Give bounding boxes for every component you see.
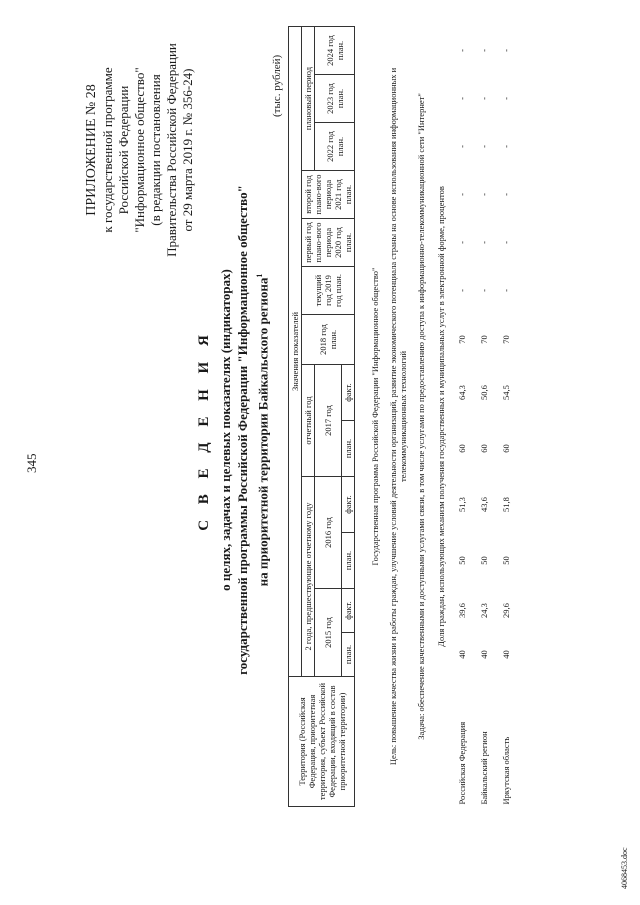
value-cell: 50	[479, 556, 489, 565]
value-cell: 60	[479, 444, 489, 453]
header-values-group: Значения показателей	[289, 26, 302, 676]
header-2015: 2015 год	[315, 589, 342, 677]
value-cell: 40	[479, 650, 489, 659]
header-report-year: отчетный год	[302, 365, 315, 477]
header-first-plan-year: первый год плано-вого периода 2020 год план.	[302, 219, 355, 267]
title-main: С В Е Д Е Н И Я	[196, 329, 212, 531]
value-cell: -	[457, 49, 467, 52]
value-cell: -	[501, 145, 511, 148]
value-cell: -	[479, 145, 489, 148]
value-cell: -	[457, 97, 467, 100]
value-cell: -	[479, 289, 489, 292]
value-cell: 70	[479, 335, 489, 344]
value-cell: 29,6	[501, 603, 511, 618]
header-2016: 2016 год	[315, 477, 342, 589]
header-plan: план.	[342, 633, 355, 677]
value-cell: 70	[457, 335, 467, 344]
value-cell: -	[479, 241, 489, 244]
appendix-line: от 29 марта 2019 г. № 356-24)	[180, 68, 195, 232]
value-cell: 60	[501, 444, 511, 453]
header-two-years: 2 года, предшествующие отчетному году	[302, 477, 315, 677]
appendix-line: к государственной программе	[100, 67, 115, 233]
table-row	[473, 26, 495, 806]
header-2023: 2023 год план.	[315, 75, 355, 123]
value-cell: -	[501, 193, 511, 196]
value-cell: 50,6	[479, 385, 489, 400]
appendix-line: Российской Федерации	[116, 85, 131, 215]
header-planned-period: плановый период	[302, 26, 315, 170]
value-cell: -	[457, 145, 467, 148]
header-current-year: текущий год 2019 год план.	[302, 267, 355, 315]
indicators-table	[288, 26, 517, 807]
header-plan: план.	[342, 421, 355, 477]
appendix-line: "Информационное общество"	[132, 67, 147, 233]
table-row	[451, 26, 473, 806]
value-cell: -	[501, 241, 511, 244]
header-2018: 2018 год план.	[302, 315, 355, 365]
header-2022: 2022 год план.	[315, 123, 355, 171]
appendix-line: (в редакции постановления	[148, 74, 163, 226]
header-fact: факт.	[342, 365, 355, 421]
title-line-2: государственной программы Российской Федерации "Информационное общество"	[235, 185, 250, 675]
value-cell: -	[501, 97, 511, 100]
goal-row: Цель: повышение качества жизни и работы граждан, улучшение условий деятельности организаций, развитие экономического потенциала страны на основе использования информационных и телекоммуникационных технологий	[388, 67, 408, 766]
value-cell: -	[501, 289, 511, 292]
header-2017: 2017 год	[315, 365, 342, 477]
value-cell: 60	[457, 444, 467, 453]
territory-cell: Байкальский регион	[479, 731, 489, 805]
appendix-line: ПРИЛОЖЕНИЕ № 28	[84, 84, 99, 216]
table-row	[495, 26, 517, 806]
header-2024: 2024 год план.	[315, 26, 355, 74]
title-line-3	[251, 85, 271, 775]
value-cell: 39,6	[457, 603, 467, 618]
footer-doc-code: 4068453.doc	[620, 847, 629, 889]
value-cell: 54,5	[501, 385, 511, 400]
value-cell: -	[457, 241, 467, 244]
data-rows	[451, 26, 517, 806]
value-cell: -	[501, 49, 511, 52]
header-fact: факт.	[342, 477, 355, 533]
value-cell: 50	[457, 556, 467, 565]
appendix-line: Правительства Российской Федерации	[164, 43, 179, 257]
header-fact: факт.	[342, 589, 355, 633]
value-cell: -	[457, 193, 467, 196]
value-cell: -	[457, 289, 467, 292]
territory-cell: Российская Федерация	[457, 721, 467, 805]
value-cell: 40	[501, 650, 511, 659]
value-cell: -	[479, 193, 489, 196]
value-cell: 70	[501, 335, 511, 344]
value-cell: 64,3	[457, 385, 467, 400]
header-territory: Территория (Российская Федерация, приоритетная территория, субъект Российской Федерации, входящий в состав приоритетной территории)	[289, 677, 355, 807]
footnote-mark: 1	[255, 273, 264, 278]
appendix-header	[84, 25, 196, 275]
units-label: (тыс. рублей)	[271, 54, 283, 117]
program-row: Государственная программа Российской Федерации "Информационное общество"	[370, 267, 380, 566]
value-cell: 50	[501, 556, 511, 565]
value-cell: 40	[457, 650, 467, 659]
value-cell: 24,3	[479, 603, 489, 618]
territory-cell: Иркутская область	[501, 736, 511, 805]
task-row: Задача: обеспечение качественными и доступными услугами связи, в том числе услугами по предоставлению доступа к информационно-телекоммуникационной сети "Интернет"	[416, 93, 426, 740]
indicator-row: Доля граждан, использующих механизм получения государственных и муниципальных услуг в электронной форме, процентов	[436, 186, 446, 647]
value-cell: -	[479, 97, 489, 100]
value-cell: 43,6	[479, 497, 489, 512]
value-cell: -	[479, 49, 489, 52]
value-cell: 51,8	[501, 497, 511, 512]
value-cell: 51,3	[457, 497, 467, 512]
title-line-1: о целях, задачах и целевых показателях (индикаторах)	[218, 269, 233, 591]
header-second-plan-year: второй год плано-вого периода 2021 год план.	[302, 171, 355, 219]
header-plan: план.	[342, 533, 355, 589]
title-line-3-text: на приоритетной территории Байкальского региона	[255, 277, 271, 587]
page-number: 345	[24, 453, 39, 473]
document-title	[196, 85, 271, 775]
